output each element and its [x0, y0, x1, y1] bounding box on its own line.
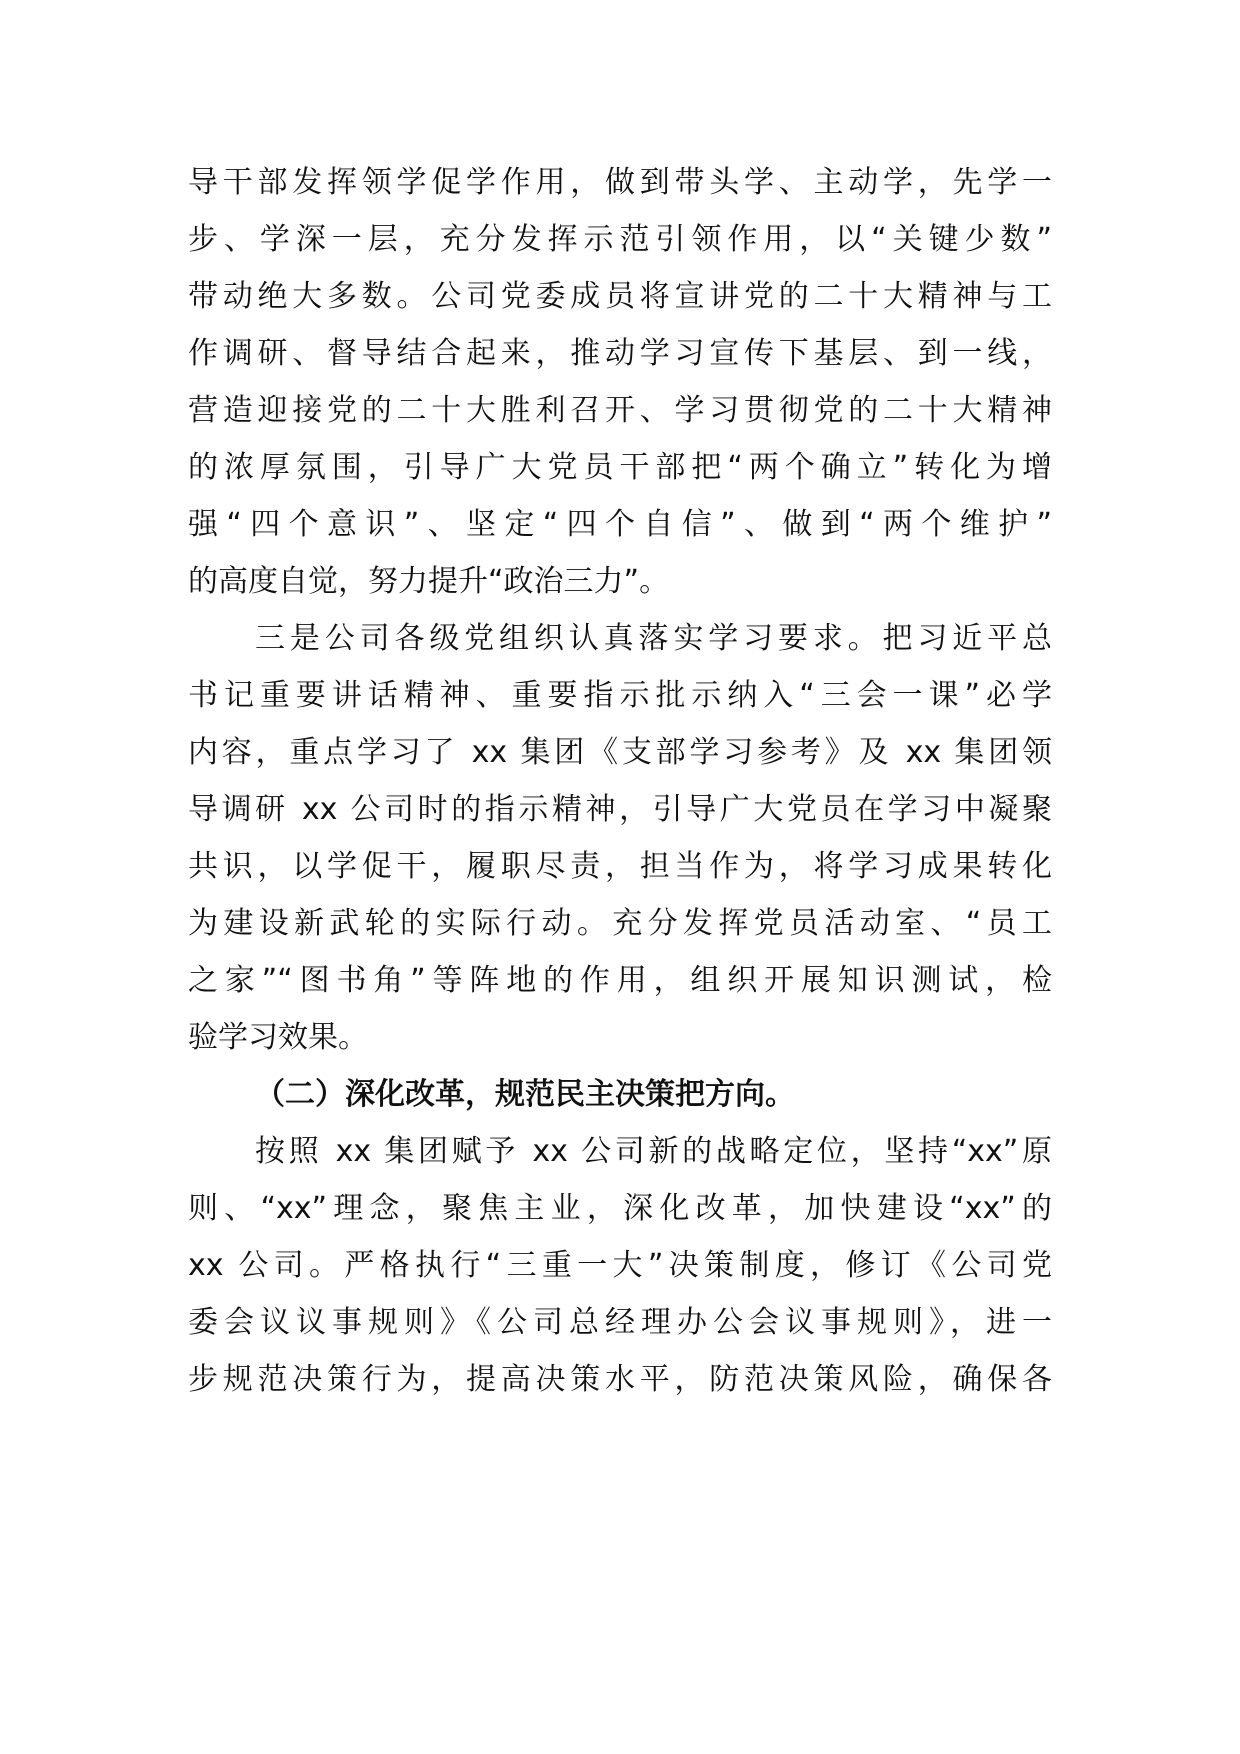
- paragraph-line: 的浓厚氛围，引导广大党员干部把“两个确立”转化为增: [188, 450, 1052, 485]
- paragraph-line: 内容，重点学习了 xx 集团《支部学习参考》及 xx 集团领: [188, 735, 1052, 770]
- paragraph-line: 共识，以学促干，履职尽责，担当作为，将学习成果转化: [188, 849, 1052, 884]
- paragraph-line: 导调研 xx 公司时的指示精神，引导广大党员在学习中凝聚: [188, 792, 1052, 827]
- paragraph-line: 带动绝大多数。公司党委成员将宣讲党的二十大精神与工: [188, 279, 1052, 314]
- paragraph-line: 书记重要讲话精神、重要指示批示纳入“三会一课”必学: [188, 678, 1052, 713]
- paragraph-line: 则、“xx”理念，聚焦主业，深化改革，加快建设“xx”的: [188, 1191, 1052, 1226]
- paragraph-line: 验学习效果。: [188, 1020, 368, 1055]
- paragraph-line: 步、学深一层，充分发挥示范引领作用，以“关键少数”: [188, 222, 1052, 257]
- paragraph-line: 为建设新武轮的实际行动。充分发挥党员活动室、“员工: [188, 906, 1052, 941]
- paragraph-line: xx 公司。严格执行“三重一大”决策制度，修订《公司党: [188, 1248, 1052, 1283]
- paragraph-line: 按照 xx 集团赋予 xx 公司新的战略定位，坚持“xx”原: [255, 1134, 1052, 1169]
- paragraph-line: 导干部发挥领学促学作用，做到带头学、主动学，先学一: [188, 165, 1052, 200]
- paragraph-line: 委会议议事规则》《公司总经理办公会议事规则》，进一: [188, 1305, 1052, 1340]
- paragraph-line: 营造迎接党的二十大胜利召开、学习贯彻党的二十大精神: [188, 393, 1052, 428]
- paragraph-line: 之家”“图书角”等阵地的作用，组织开展知识测试，检: [188, 963, 1052, 998]
- section-heading: （二）深化改革，规范民主决策把方向。: [255, 1077, 795, 1112]
- paragraph-line: 强“四个意识”、坚定“四个自信”、做到“两个维护”: [188, 507, 1052, 542]
- paragraph-line: 三是公司各级党组织认真落实学习要求。把习近平总: [255, 621, 1052, 656]
- paragraph-line: 作调研、督导结合起来，推动学习宣传下基层、到一线，: [188, 336, 1052, 371]
- paragraph-line: 的高度自觉，努力提升“政治三力”。: [188, 564, 670, 599]
- paragraph-line: 步规范决策行为，提高决策水平，防范决策风险，确保各: [188, 1362, 1052, 1397]
